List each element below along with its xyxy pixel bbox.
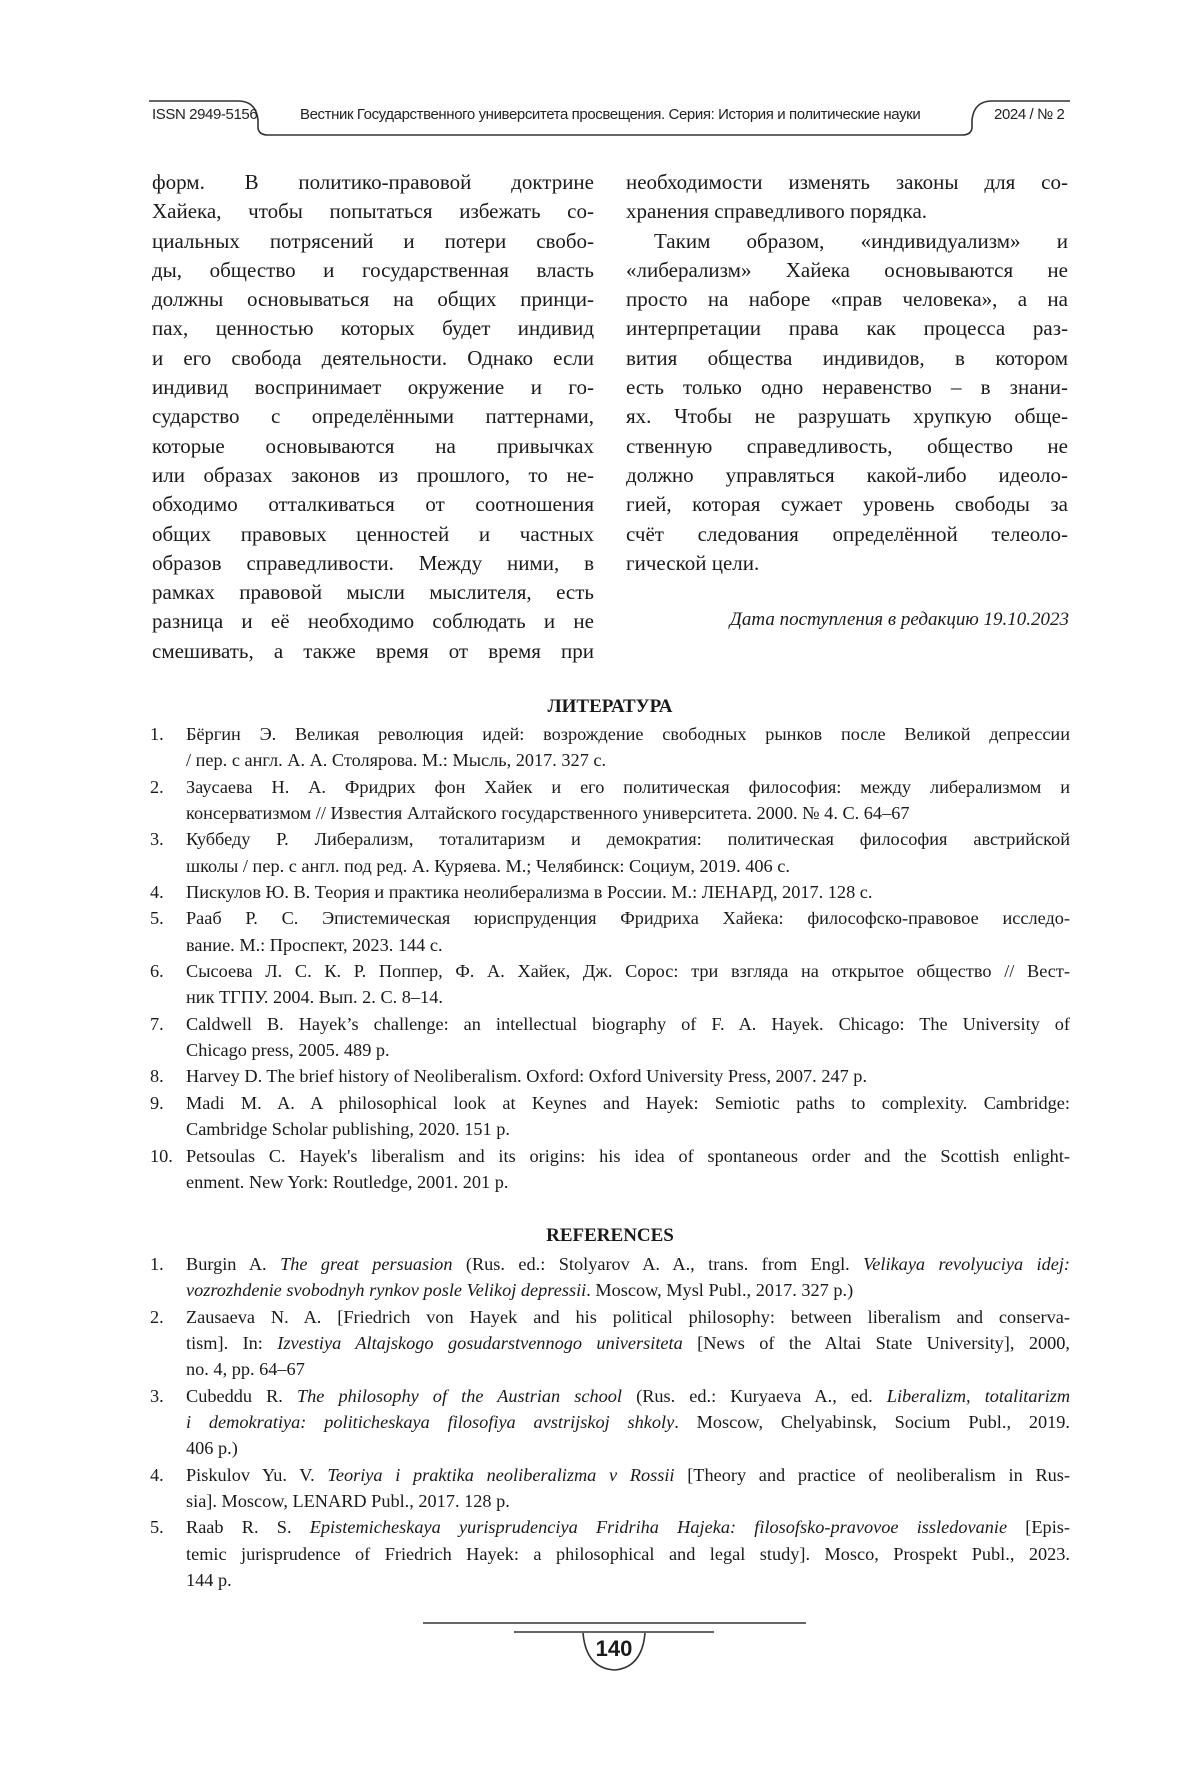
body-column-right [626, 168, 1068, 578]
item-line: Madi M. A. A philosophical look at Keynes and Hayek: Semiotic paths to complexity. Cambridge: [186, 1090, 1070, 1116]
text-segment: Zausaeva N. A. [Friedrich von Hayek and his political philosophy: between liberalism and conserva- [186, 1307, 1070, 1327]
text-line: и его свобода деятельности. Однако если [152, 344, 594, 373]
references-heading: REFERENCES [150, 1225, 1070, 1247]
item-line: Бёргин Э. Великая революция идей: возрождение свободных рынков после Великой депрессии [186, 721, 1070, 747]
text-segment: (Rus. ed.: Stolyarov A. A., trans. from Engl. [452, 1254, 863, 1274]
item-number: 9. [150, 1090, 164, 1116]
italic-title: Teoriya i praktika neoliberalizma v Rossii [327, 1465, 674, 1485]
item-line: Сысоева Л. С. К. Р. Поппер, Ф. А. Хайек, Дж. Сорос: три взгляда на открытое общество // Вест- [186, 958, 1070, 984]
item-number: 10. [150, 1143, 173, 1169]
item-number: 2. [150, 1304, 164, 1330]
item-number: 4. [150, 1462, 164, 1488]
item-line [186, 1356, 1070, 1382]
text-segment: no. 4, pp. 64–67 [186, 1359, 305, 1379]
text-line: циальных потрясений и потери свобо- [152, 227, 594, 256]
italic-title: The great persuasion [280, 1254, 452, 1274]
text-line: ственную справедливость, общество не [626, 432, 1068, 461]
italic-title: vozrozhdenie svobodnyh rynkov posle Velikoj depressii [186, 1280, 586, 1300]
item-number: 2. [150, 774, 164, 800]
text-segment: Burgin A. [186, 1254, 280, 1274]
item-line: Harvey D. The brief history of Neoliberalism. Oxford: Oxford University Press, 2007. 247 p. [186, 1063, 1070, 1089]
item-line [186, 1383, 1070, 1409]
item-number: 3. [150, 1383, 164, 1409]
text-line: Таким образом, «индивидуализм» и [626, 227, 1068, 256]
text-line: «либерализм» Хайека основываются не [626, 256, 1068, 285]
item-number: 7. [150, 1011, 164, 1037]
italic-title: Velikaya revolyuciya idej: [863, 1254, 1070, 1274]
item-line [186, 1514, 1070, 1540]
item-number: 1. [150, 1251, 164, 1277]
item-line: enment. New York: Routledge, 2001. 201 p. [186, 1169, 1070, 1195]
text-line: должны основываться на общих принци- [152, 285, 594, 314]
text-segment: (Rus. ed.: Kuryaeva A., ed. [622, 1386, 887, 1406]
italic-title: i demokratiya: politicheskaya filosofiya avstrijskoj shkoly [186, 1412, 674, 1432]
italic-title: Izvestiya Altajskogo gosudarstvennogo universiteta [277, 1333, 682, 1353]
item-line [186, 1567, 1070, 1593]
text-line: которые основываются на привычках [152, 432, 594, 461]
item-number: 4. [150, 879, 164, 905]
text-line: форм. В политико-правовой доктрине [152, 168, 594, 197]
item-number: 3. [150, 826, 164, 852]
text-line: должно управляться какой-либо идеоло- [626, 461, 1068, 490]
italic-title: The philosophy of the Austrian school [297, 1386, 622, 1406]
text-line: образов справедливости. Между ними, в [152, 549, 594, 578]
item-line: Куббеду Р. Либерализм, тоталитаризм и демократия: политическая философия австрийской [186, 826, 1070, 852]
text-line: гической цели. [626, 549, 1068, 578]
text-line: хранения справедливого порядка. [626, 197, 1068, 226]
references-list [150, 1251, 1070, 1593]
text-line: индивид воспринимает окружение и го- [152, 373, 594, 402]
body-column-left [152, 168, 594, 666]
literature-item [150, 905, 1070, 958]
text-segment: sia]. Moscow, LENARD Publ., 2017. 128 p. [186, 1491, 510, 1511]
text-line: смешивать, а также время от время при [152, 637, 594, 666]
text-segment: temic jurisprudence of Friedrich Hayek: a philosophical and legal study]. Mosco, Prospekt Publ., 2023. [186, 1544, 1070, 1564]
literature-item [150, 1011, 1070, 1064]
item-number: 5. [150, 1514, 164, 1540]
text-line: Хайека, чтобы попытаться избежать со- [152, 197, 594, 226]
literature-heading: ЛИТЕРАТУРА [150, 696, 1070, 718]
reference-item [150, 1251, 1070, 1304]
text-line: общих правовых ценностей и частных [152, 520, 594, 549]
literature-item [150, 774, 1070, 827]
literature-item [150, 826, 1070, 879]
item-line: Petsoulas C. Hayek's liberalism and its origins: his idea of spontaneous order and the Scottish enlight- [186, 1143, 1070, 1169]
literature-item [150, 1143, 1070, 1196]
item-line: Рааб Р. С. Эпистемическая юриспруденция Фридриха Хайека: философско-правовое исследо- [186, 905, 1070, 931]
italic-title: Epistemicheskaya yurisprudenciya Fridriha Hajeka: filosofsko-pravovoe issledovanie [310, 1517, 1007, 1537]
item-line: Пискулов Ю. В. Теория и практика неолиберализма в России. М.: ЛЕНАРД, 2017. 128 с. [186, 879, 1070, 905]
literature-item [150, 721, 1070, 774]
literature-item [150, 1090, 1070, 1143]
text-line: счёт следования определённой телеоло- [626, 520, 1068, 549]
text-segment: . Moscow, Chelyabinsk, Socium Publ., 2019. [674, 1412, 1070, 1432]
item-line [186, 1304, 1070, 1330]
text-segment: Piskulov Yu. V. [186, 1465, 327, 1485]
text-segment: tism]. In: [186, 1333, 277, 1353]
issn: ISSN 2949-5156 [152, 106, 257, 123]
page-number: 140 [584, 1636, 644, 1662]
item-line: Chicago press, 2005. 489 p. [186, 1037, 1070, 1063]
text-line: вития общества индивидов, в котором [626, 344, 1068, 373]
reference-item [150, 1462, 1070, 1515]
item-line: консерватизмом // Известия Алтайского государственного университета. 2000. № 4. С. 64–67 [186, 800, 1070, 826]
literature-item [150, 1063, 1070, 1089]
text-line: необходимости изменять законы для со- [626, 168, 1068, 197]
item-line: / пер. с англ. А. А. Столярова. М.: Мысль, 2017. 327 с. [186, 747, 1070, 773]
text-segment: 406 p.) [186, 1438, 238, 1458]
reference-item [150, 1304, 1070, 1383]
item-number: 6. [150, 958, 164, 984]
item-number: 1. [150, 721, 164, 747]
text-segment: [Epis- [1007, 1517, 1070, 1537]
item-line: ник ТГПУ. 2004. Вып. 2. С. 8–14. [186, 984, 1070, 1010]
text-line: ях. Чтобы не разрушать хрупкую обще- [626, 402, 1068, 431]
item-number: 5. [150, 905, 164, 931]
item-line [186, 1541, 1070, 1567]
item-line: Cambridge Scholar publishing, 2020. 151 p. [186, 1116, 1070, 1142]
text-line: есть только одно неравенство – в знани- [626, 373, 1068, 402]
text-line: разница и её необходимо соблюдать и не [152, 607, 594, 636]
literature-item [150, 879, 1070, 905]
item-line: Caldwell B. Hayek’s challenge: an intellectual biography of F. A. Hayek. Chicago: The University of [186, 1011, 1070, 1037]
text-segment: [Theory and practice of neoliberalism in Rus- [675, 1465, 1070, 1485]
text-segment: 144 p. [186, 1570, 232, 1590]
item-number: 8. [150, 1063, 164, 1089]
text-line: просто на наборе «прав человека», а на [626, 285, 1068, 314]
text-segment: Cubeddu R. [186, 1386, 297, 1406]
text-line: обходимо отталкиваться от соотношения [152, 490, 594, 519]
text-line: или образах законов из прошлого, то не- [152, 461, 594, 490]
item-line [186, 1330, 1070, 1356]
literature-list [150, 721, 1070, 1195]
item-line [186, 1251, 1070, 1277]
item-line [186, 1409, 1070, 1435]
literature-item [150, 958, 1070, 1011]
item-line [186, 1462, 1070, 1488]
reference-item [150, 1514, 1070, 1593]
received-date: Дата поступления в редакцию 19.10.2023 [626, 609, 1069, 631]
text-line: гией, которая сужает уровень свободы за [626, 490, 1068, 519]
text-line: сударство с определёнными паттернами, [152, 402, 594, 431]
issue-number: 2024 / № 2 [994, 106, 1064, 123]
item-line: Заусаева Н. А. Фридрих фон Хайек и его политическая философия: между либерализмом и [186, 774, 1070, 800]
item-line [186, 1277, 1070, 1303]
item-line: школы / пер. с англ. под ред. А. Куряева. М.; Челябинск: Социум, 2019. 406 с. [186, 853, 1070, 879]
text-line: пах, ценностью которых будет индивид [152, 314, 594, 343]
text-line: рамках правовой мысли мыслителя, есть [152, 578, 594, 607]
text-segment: . Moscow, Mysl Publ., 2017. 327 p.) [586, 1280, 853, 1300]
reference-item [150, 1383, 1070, 1462]
text-segment: Raab R. S. [186, 1517, 310, 1537]
item-line [186, 1435, 1070, 1461]
journal-title: Вестник Государственного университета просвещения. Серия: История и политические науки [300, 106, 920, 123]
text-line: интерпретации права как процесса раз- [626, 314, 1068, 343]
item-line [186, 1488, 1070, 1514]
italic-title: Liberalizm, totalitarizm [887, 1386, 1070, 1406]
item-line: вание. М.: Проспект, 2023. 144 с. [186, 932, 1070, 958]
text-line: ды, общество и государственная власть [152, 256, 594, 285]
text-segment: [News of the Altai State University], 2000, [683, 1333, 1070, 1353]
